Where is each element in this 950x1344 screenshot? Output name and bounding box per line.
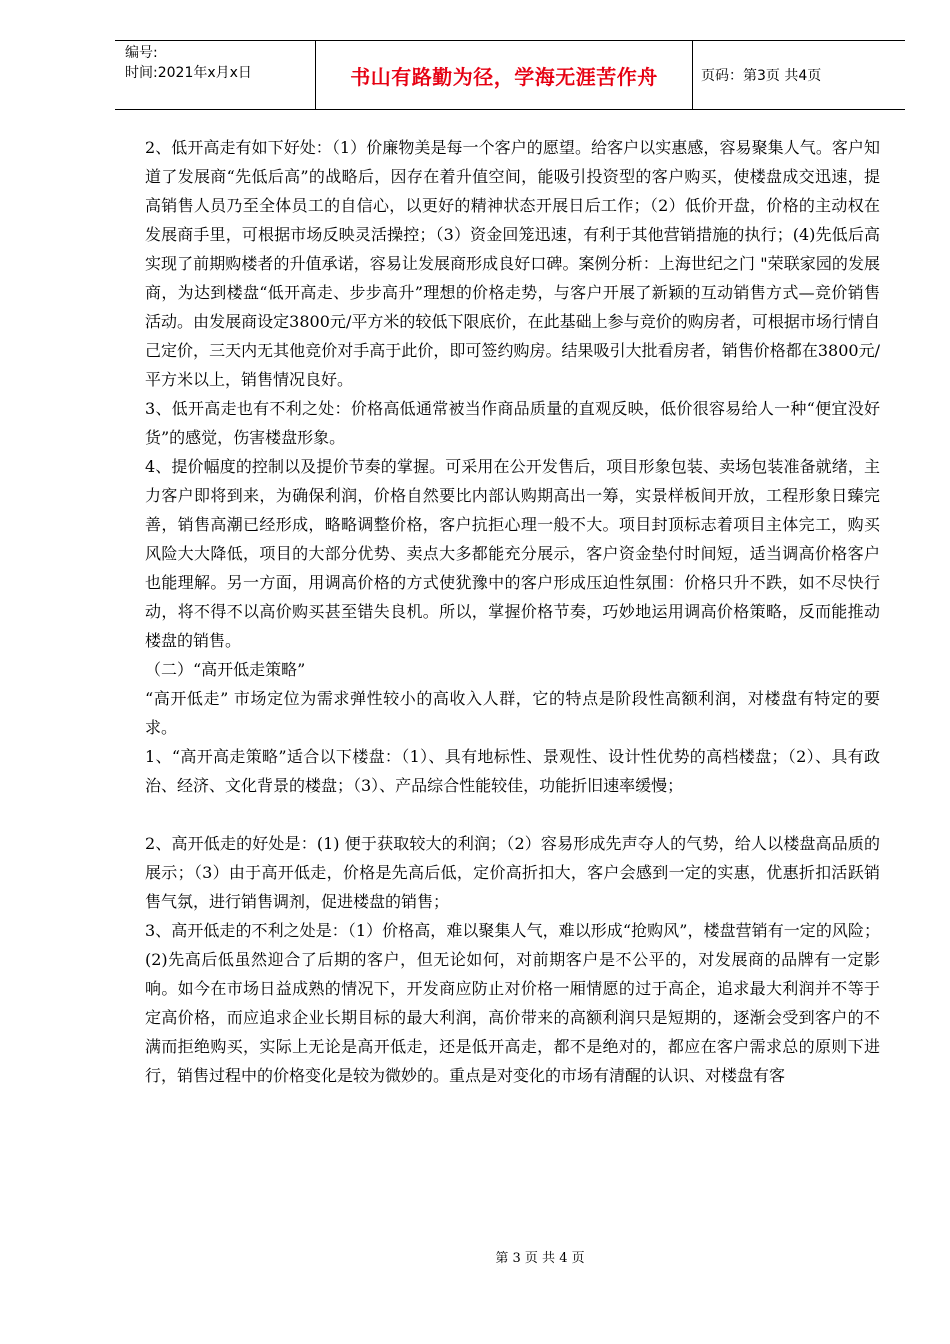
document-body [145,133,880,1090]
paragraph-drawbacks-low-open: 3、低开高走也有不利之处：价格高低通常被当作商品质量的直观反映，低价很容易给人一种“便宜没好货”的感觉，伤害楼盘形象。 [145,399,880,447]
motto-text: 书山有路勤为径，学海无涯苦作舟 [350,64,658,89]
paragraph-high-open-intro: “高开低走” 市场定位为需求弹性较小的高收入人群，它的特点是阶段性高额利润，对楼盘有特定的要求。 [145,689,880,737]
page-code: 页码：第3页 共4页 [701,68,822,84]
number-label: 编号: [125,45,158,61]
header-page-cell [693,41,905,109]
time-label: 时间:2021年x月x日 [125,65,252,81]
paragraph-high-open-benefits: 2、高开低走的好处是：(1) 便于获取较大的利润；（2）容易形成先声夺人的气势，给人以楼盘高品质的展示；（3）由于高开低走，价格是先高后低，定价高折扣大，客户会感到一定的实惠，优惠折扣活跃销售气氛，进行销售调剂，促进楼盘的销售； [145,834,880,911]
page-footer: 第 3 页 共 4 页 [495,1251,585,1266]
paragraph-high-open-suitable: 1、“高开高走策略”适合以下楼盘：（1）、具有地标性、景观性、设计性优势的高档楼盘；（2）、具有政治、经济、文化背景的楼盘；（3）、产品综合性能较佳，功能折旧速率缓慢； [145,747,880,795]
header-motto-cell [315,41,693,109]
paragraph-price-control: 4、提价幅度的控制以及提价节奏的掌握。可采用在公开发售后，项目形象包装、卖场包装准备就绪，主力客户即将到来，为确保利润，价格自然要比内部认购期高出一筹，实景样板间开放，工程形象日臻完善，销售高潮已经形成，略略调整价格，客户抗拒心理一般不大。项目封顶标志着项目主体完工，购买风险大大降低，项目的大部分优势、卖点大多都能充分展示，客户资金垫付时间短，适当调高价格客户也能理解。另一方面，用调高价格的方式使犹豫中的客户形成压迫性氛围：价格只升不跌，如不尽快行动，将不得不以高价购买甚至错失良机。所以，掌握价格节奏，巧妙地运用调高价格策略，反而能推动楼盘的销售。 [145,457,880,650]
section-heading: （二）“高开低走策略” [145,660,306,679]
paragraph-high-open-drawbacks: 3、高开低走的不利之处是：（1）价格高，难以聚集人气，难以形成“抢购风”，楼盘营销有一定的风险；(2)先高后低虽然迎合了后期的客户，但无论如何，对前期客户是不公平的，对发展商的品牌有一定影响。如今在市场日益成熟的情况下，开发商应防止对价格一厢情愿的过于高企，追求最大利润并不等于定高价格，而应追求企业长期目标的最大利润，高价带来的高额利润只是短期的，逐渐会受到客户的不满而拒绝购买，实际上无论是高开低走，还是低开高走，都不是绝对的，都应在客户需求总的原则下进行，销售过程中的价格变化是较为微妙的。重点是对变化的市场有清醒的认识、对楼盘有客 [145,921,880,1085]
header-meta [115,41,315,109]
paragraph-benefits-low-open: 2、低开高走有如下好处：（1）价廉物美是每一个客户的愿望。给客户以实惠感，容易聚集人气。客户知道了发展商“先低后高”的战略后，因存在着升值空间，能吸引投资型的客户购买，使楼盘成交迅速，提高销售人员乃至全体员工的自信心，以更好的精神状态开展日后工作；（2）低价开盘，价格的主动权在发展商手里，可根据市场反映灵活操控；（3）资金回笼迅速，有利于其他营销措施的执行；(4)先低后高实现了前期购楼者的升值承诺，容易让发展商形成良好口碑。案例分析：上海世纪之门 "荣联家园的发展商，为达到楼盘“低开高走、步步高升”理想的价格走势，与客户开展了新颖的互动销售方式—竞价销售活动。由发展商设定3800元/平方米的较低下限底价，在此基础上参与竞价的购房者，可根据市场行情自己定价，三天内无其他竞价对手高于此价，即可签约购房。结果吸引大批看房者，销售价格都在3800元/平方米以上，销售情况良好。 [145,138,880,389]
document-header [115,40,905,110]
